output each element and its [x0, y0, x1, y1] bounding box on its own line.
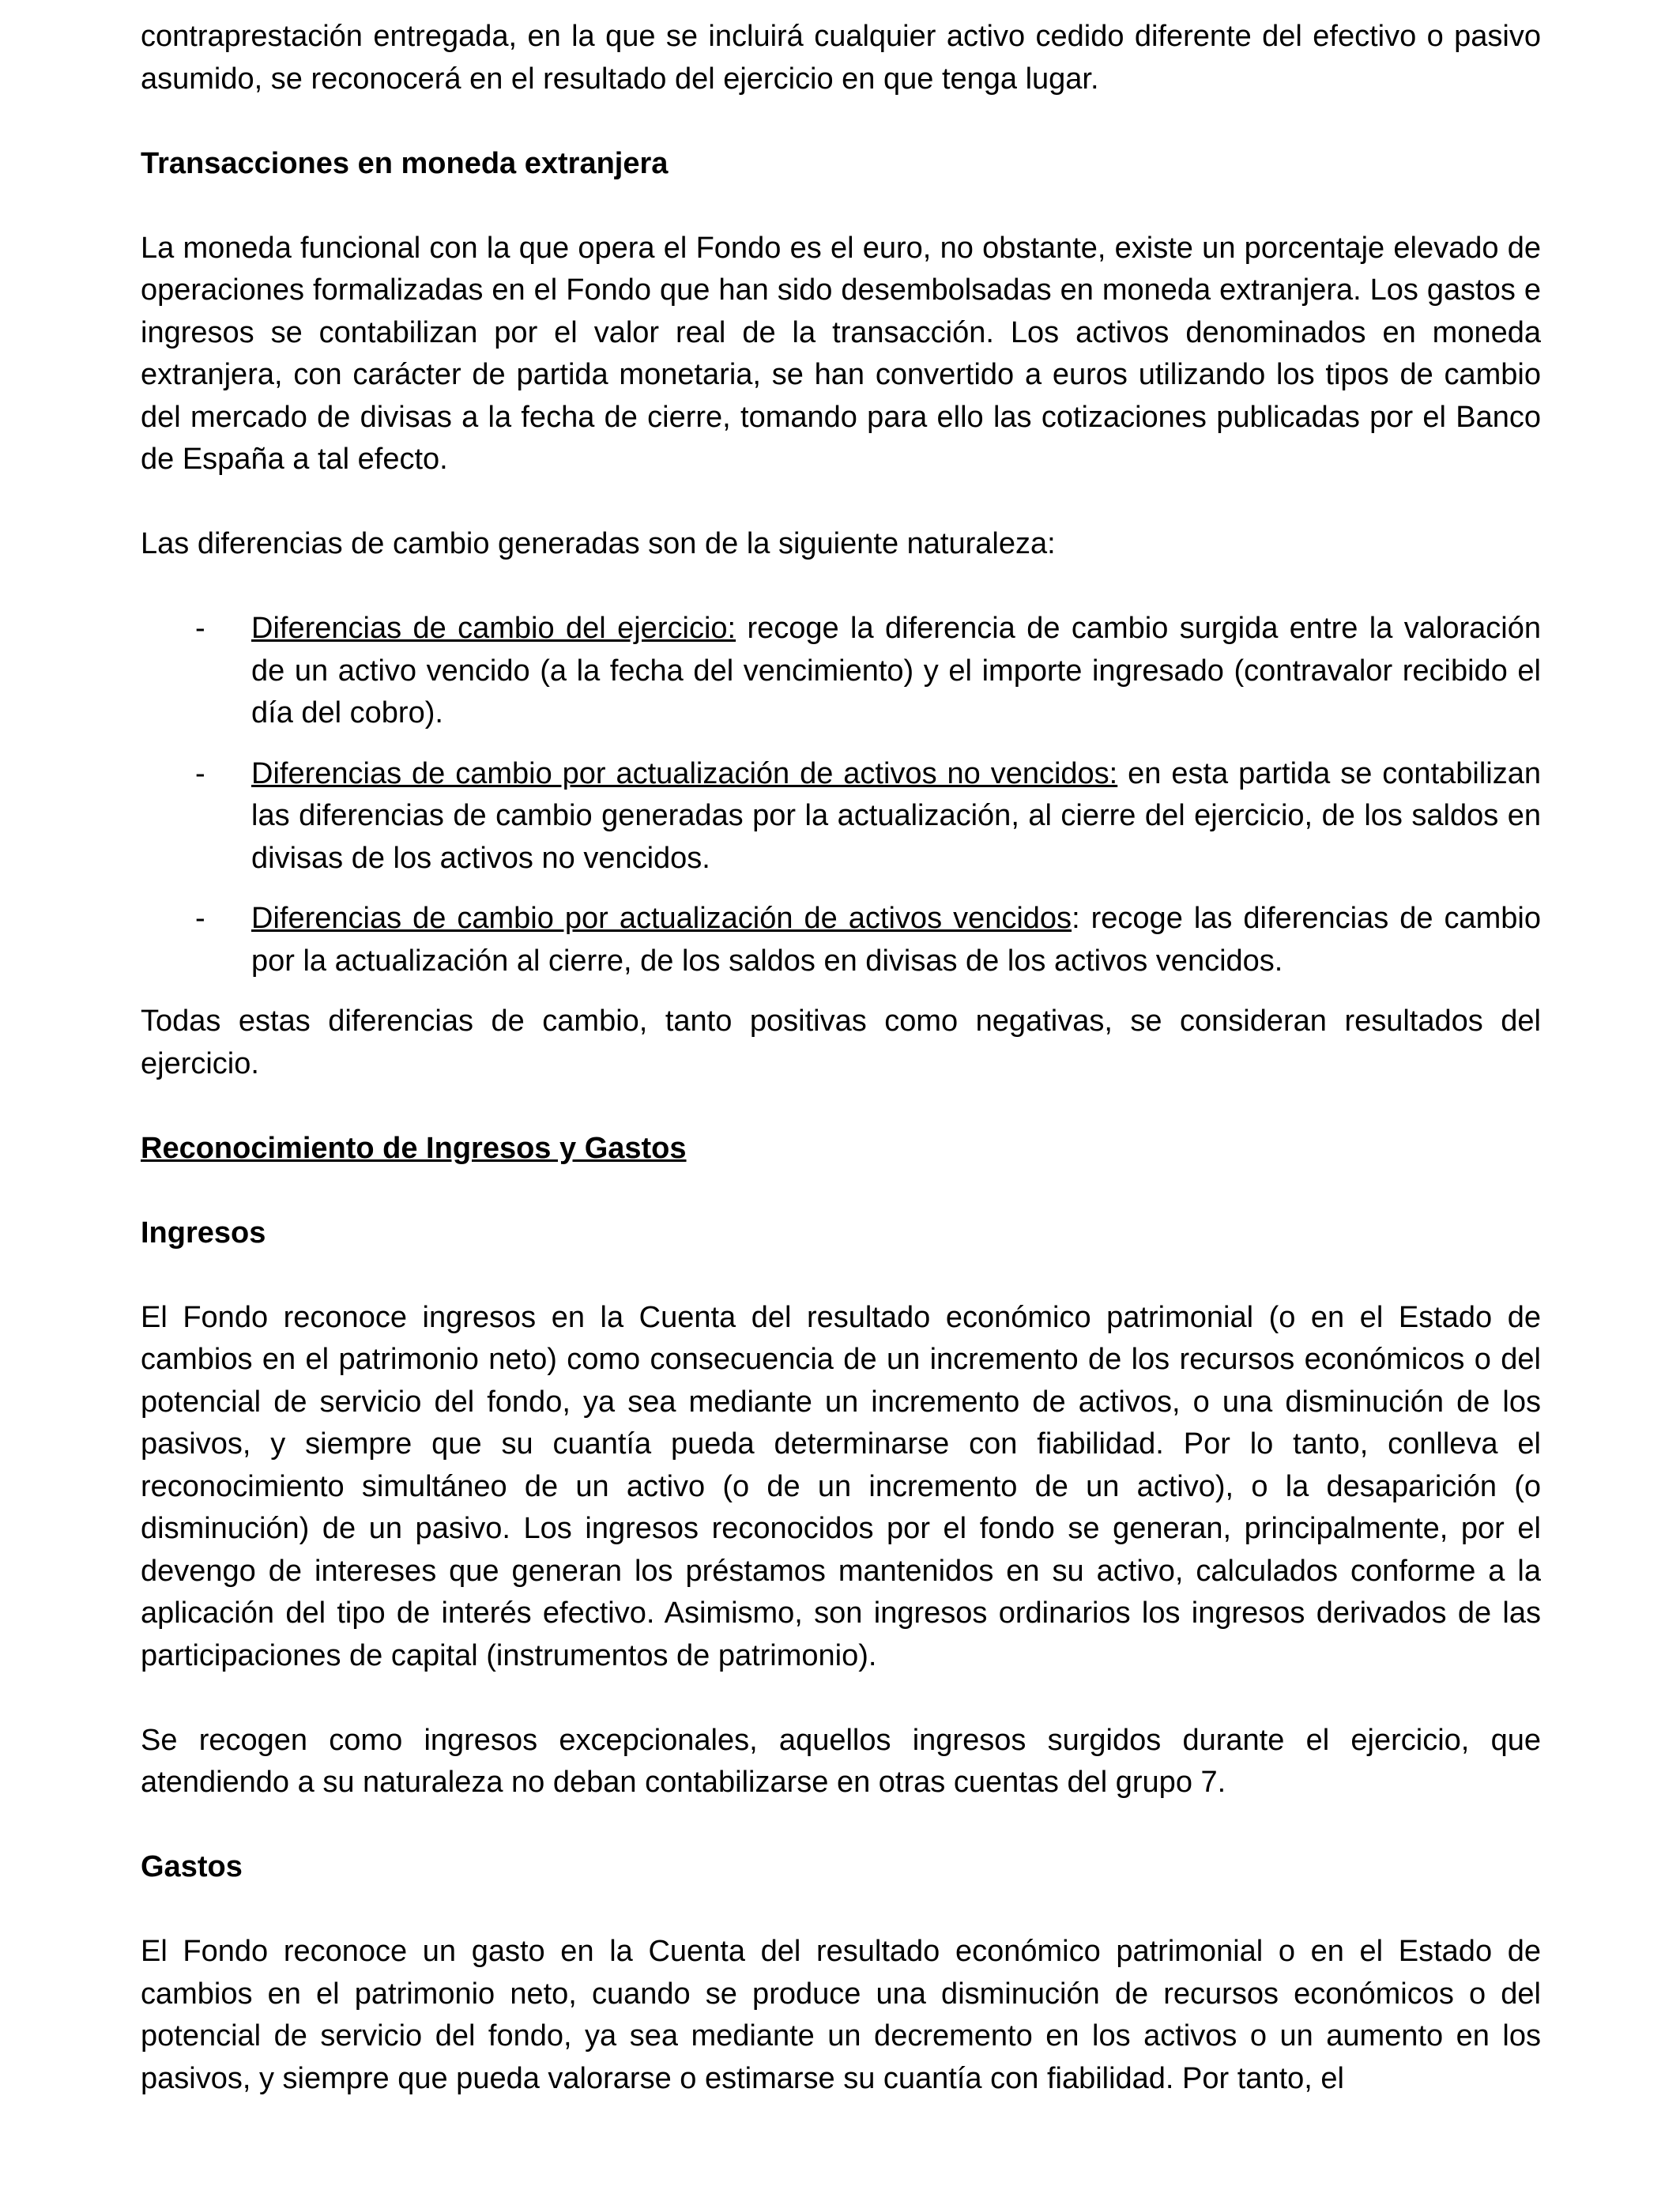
- diferencias-list: [141, 608, 1541, 982]
- list-item-text: : recoge las diferencias de cambio por la actualización al cierre, de los saldos en divisas de los activos vencidos.: [251, 902, 1541, 978]
- paragraph-ingresos-2: Se recogen como ingresos excepcionales, aquellos ingresos surgidos durante el ejercicio, que atendiendo a su naturaleza no deban contabilizarse en otras cuentas del grupo 7.: [141, 1723, 1541, 1799]
- paragraph-diferencias-intro: Las diferencias de cambio generadas son de la siguiente naturaleza:: [141, 527, 1056, 560]
- heading-moneda-extranjera: Transacciones en moneda extranjera: [141, 146, 669, 180]
- list-dash: -: [195, 612, 205, 645]
- paragraph-gastos-1: El Fondo reconoce un gasto en la Cuenta del resultado económico patrimonial o en el Estado de cambios en el patrimonio neto, cuando se produce una disminución de recursos económicos o del potencial de servicio del fondo, ya sea mediante un decremento en los activos o un aumento en los pasivos, y siempre que pueda valorarse o estimarse su cuantía con fiabilidad. Por tanto, el: [141, 1935, 1541, 2095]
- list-item: [141, 608, 1541, 735]
- list-item-term: Diferencias de cambio por actualización de activos vencidos: [251, 902, 1072, 935]
- list-item-text: en esta partida se contabilizan las diferencias de cambio generadas por la actualización, al cierre del ejercicio, de los saldos en divisas de los activos no vencidos.: [251, 756, 1541, 875]
- list-item: [141, 753, 1541, 880]
- paragraph-ingresos-1: El Fondo reconoce ingresos en la Cuenta del resultado económico patrimonial (o en el Estado de cambios en el patrimonio neto) como consecuencia de un incremento de los recursos económicos o del potencial de servicio del fondo, ya sea mediante un incremento de activos, o una disminución de los pasivos, y siempre que su cuantía pueda determinarse con fiabilidad. Por lo tanto, conlleva el reconocimiento simultáneo de un activo (o de un incremento de un activo), o la desaparición (o disminución) de un pasivo. Los ingresos reconocidos por el fondo se generan, principalmente, por el devengo de intereses que generan los préstamos mantenidos en su activo, calculados conforme a la aplicación del tipo de interés efectivo. Asimismo, son ingresos ordinarios los ingresos derivados de las participaciones de capital (instrumentos de patrimonio).: [141, 1300, 1541, 1672]
- intro-paragraph: contraprestación entregada, en la que se incluirá cualquier activo cedido diferente del efectivo o pasivo asumido, se reconocerá en el resultado del ejercicio en que tenga lugar.: [141, 20, 1541, 96]
- document-page: [141, 16, 1541, 2100]
- list-dash: -: [195, 902, 205, 935]
- list-item-term: Diferencias de cambio del ejercicio:: [251, 612, 736, 645]
- heading-gastos: Gastos: [141, 1850, 243, 1883]
- list-item-text: recoge la diferencia de cambio surgida entre la valoración de un activo vencido (a la fecha del vencimiento) y el importe ingresado (contravalor recibido el día del cobro).: [251, 612, 1541, 729]
- paragraph-moneda-funcional: La moneda funcional con la que opera el Fondo es el euro, no obstante, existe un porcentaje elevado de operaciones formalizadas en el Fondo que han sido desembolsadas en moneda extranjera. Los gastos e ingresos se contabilizan por el valor real de la transacción. Los activos denominados en moneda extranjera, con carácter de partida monetaria, se han convertido a euros utilizando los tipos de cambio del mercado de divisas a la fecha de cierre, tomando para ello las cotizaciones publicadas por el Banco de España a tal efecto.: [141, 231, 1541, 476]
- heading-reconocimiento: Reconocimiento de Ingresos y Gastos: [141, 1131, 687, 1165]
- list-item-term: Diferencias de cambio por actualización de activos no vencidos:: [251, 756, 1118, 790]
- paragraph-diferencias-resultado: Todas estas diferencias de cambio, tanto positivas como negativas, se consideran resultados del ejercicio.: [141, 1005, 1541, 1080]
- list-dash: -: [195, 756, 205, 790]
- list-item: [141, 898, 1541, 982]
- heading-ingresos: Ingresos: [141, 1216, 266, 1250]
